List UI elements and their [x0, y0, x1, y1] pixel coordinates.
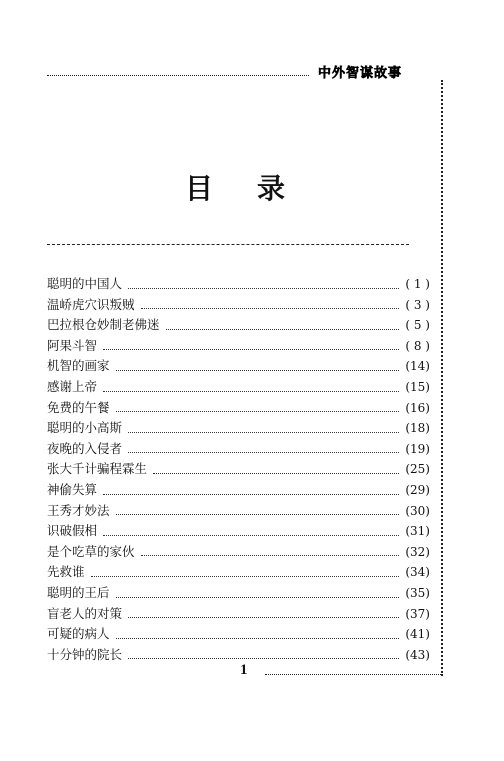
toc-entry-page: (18) — [405, 421, 430, 436]
toc-entry — [47, 562, 430, 583]
toc-entry-title: 盲老人的对策 — [47, 605, 123, 621]
toc-entry-title: 十分钟的院长 — [47, 646, 123, 662]
toc-dot-leader — [103, 349, 399, 350]
toc-dot-leader — [141, 308, 400, 309]
toc-dot-leader — [128, 432, 399, 433]
toc-entry-title: 免费的午餐 — [47, 399, 110, 415]
right-border-rule — [441, 80, 443, 676]
toc-dot-leader — [116, 597, 400, 598]
toc-entry-title: 感谢上帝 — [47, 378, 98, 394]
toc-heading: 目录 — [185, 172, 330, 205]
toc-entry — [47, 459, 430, 480]
toc-dot-leader — [103, 535, 399, 536]
toc-entry-page: ( 5 ) — [405, 318, 430, 333]
toc-dot-leader — [128, 288, 399, 289]
toc-entry-page: (35) — [405, 585, 430, 600]
toc-dot-leader — [116, 514, 400, 515]
toc-entry — [47, 439, 430, 460]
toc-dot-leader — [116, 411, 400, 412]
toc-entry-title: 识破假相 — [47, 523, 98, 539]
toc-entry-title: 温峤虎穴识叛贼 — [47, 296, 135, 312]
toc-entry-title: 先救谁 — [47, 564, 85, 580]
toc-entry-page: (43) — [405, 647, 430, 662]
toc-entry-title: 神偷失算 — [47, 481, 98, 497]
toc-entry-title: 可疑的病人 — [47, 626, 110, 642]
toc-entry — [47, 521, 430, 542]
running-header-title: 中外智谋故事 — [318, 66, 403, 81]
toc-entry-title: 聪明的小高斯 — [47, 420, 123, 436]
toc-entry-title: 巴拉根仓妙制老佛迷 — [47, 317, 160, 333]
toc-dot-leader — [128, 452, 399, 453]
toc-entry-page: (34) — [405, 565, 430, 580]
toc-entry-title: 机智的画家 — [47, 358, 110, 374]
toc-dot-leader — [141, 555, 400, 556]
toc-entry-page: ( 1 ) — [405, 277, 430, 291]
toc-dot-leader — [103, 391, 399, 392]
toc-entry-title: 夜晚的入侵者 — [47, 440, 123, 456]
toc-dot-leader — [128, 617, 399, 618]
toc-entry-page: (30) — [405, 503, 430, 518]
toc-entry-page: (41) — [405, 627, 430, 642]
toc-entry — [47, 315, 430, 336]
toc-entry — [47, 418, 430, 439]
toc-entry-title: 张大千计骗程霖生 — [47, 461, 148, 477]
toc-entry-page: (37) — [405, 606, 430, 621]
toc-entry — [47, 542, 430, 563]
toc-entry — [47, 583, 430, 604]
toc-entry-page: (32) — [405, 544, 430, 559]
toc-entry-title: 王秀才妙法 — [47, 502, 110, 518]
toc-entry — [47, 336, 430, 357]
toc-dot-leader — [128, 658, 399, 659]
toc-entry-title: 是个吃草的家伙 — [47, 543, 135, 559]
toc-entry-page: (15) — [405, 379, 430, 394]
toc-dot-leader — [103, 494, 399, 495]
toc-dot-leader — [153, 473, 399, 474]
toc-dot-leader — [116, 370, 400, 371]
toc-entry — [47, 501, 430, 522]
toc-entry — [47, 480, 430, 501]
toc-entry-page: ( 3 ) — [405, 297, 430, 312]
toc-entry-page: (29) — [405, 482, 430, 497]
toc-dot-leader — [116, 638, 400, 639]
page-number: 1 — [240, 662, 248, 678]
toc-entry-page: (25) — [405, 462, 430, 477]
toc-entry-title: 阿果斗智 — [47, 337, 98, 353]
toc-entry-page: (16) — [405, 400, 430, 415]
toc-entry-title: 聪明的王后 — [47, 584, 110, 600]
toc-dot-leader — [91, 576, 400, 577]
toc-entry — [47, 604, 430, 625]
toc-dot-leader — [166, 329, 400, 330]
header-rule — [47, 75, 309, 76]
toc-entry — [47, 624, 430, 645]
toc-entry — [47, 295, 430, 316]
toc-heading-rule — [47, 244, 409, 245]
toc-entry — [47, 356, 430, 377]
toc-entry-page: ( 8 ) — [405, 338, 430, 353]
toc-entry-page: (31) — [405, 524, 430, 539]
toc-entry — [47, 274, 430, 295]
toc-entry — [47, 398, 430, 419]
toc-entry-page: (19) — [405, 441, 430, 456]
toc-entry-title: 聪明的中国人 — [47, 276, 123, 291]
toc-list — [47, 274, 430, 665]
footer-rule — [265, 674, 441, 675]
toc-entry-page: (14) — [405, 359, 430, 374]
toc-entry — [47, 377, 430, 398]
toc-entry — [47, 645, 430, 666]
